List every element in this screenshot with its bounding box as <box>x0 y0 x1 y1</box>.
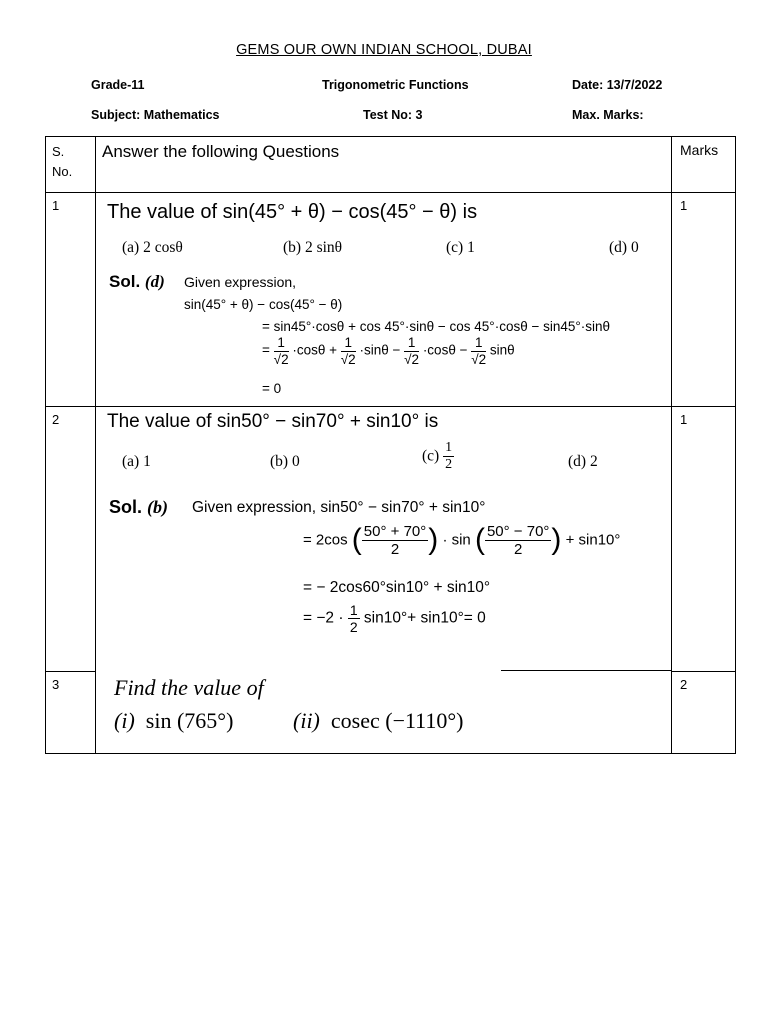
grade-label: Grade-11 <box>91 78 145 92</box>
table-row <box>46 407 736 672</box>
q2-solution-line3: = −2 · $\frac{1}{2}$ sin10°+ sin10°= 0 <box>303 602 486 635</box>
q1-option-d: (d) 0 <box>609 239 639 256</box>
q3-number: 3 <box>46 671 96 754</box>
q2-option-b: (b) 0 <box>270 453 300 470</box>
header-marks: Marks <box>672 137 736 193</box>
date-label: Date: 13/7/2022 <box>572 78 663 92</box>
q1-solution-label: Sol. (d) <box>109 272 165 291</box>
q2-marks: 1 <box>672 407 736 672</box>
topic-label: Trigonometric Functions <box>322 78 469 92</box>
q2-option-c: (c) $\frac{1}{2}$ <box>422 440 453 472</box>
q2-option-d: (d) 2 <box>568 453 598 470</box>
q1-marks: 1 <box>672 193 736 407</box>
q1-option-b: (b) 2 sinθ <box>283 239 343 256</box>
q1-solution-line2: = sin45°·cosθ + cos 45°·sinθ − cos 45°·cosθ − sin45°·sinθ <box>262 319 611 334</box>
question-table <box>45 136 736 754</box>
q1-solution-line4: = 0 <box>262 381 282 396</box>
school-name: GEMS OUR OWN INDIAN SCHOOL, DUBAI <box>236 42 532 58</box>
q1-option-c: (c) 1 <box>446 239 475 256</box>
q1-solution-line1: sin(45° + θ) − cos(45° − θ) <box>184 297 343 312</box>
q2-number: 2 <box>46 407 96 672</box>
q1-cell <box>96 193 672 407</box>
q2-solution-intro: Given expression, sin50° − sin70° + sin10° <box>192 499 486 516</box>
q2-solution-line2: = − 2cos60°sin10° + sin10° <box>303 579 491 596</box>
q2-option-a: (a) 1 <box>122 453 151 470</box>
header-question: Answer the following Questions <box>96 137 672 193</box>
q2-solution-label: Sol. (b) <box>109 497 169 517</box>
header-sno: S. No. <box>46 137 96 193</box>
q1-question: The value of sin(45° + θ) − cos(45° − θ) is <box>107 201 478 223</box>
max-marks-label: Max. Marks: <box>572 108 644 122</box>
q1-option-a: (a) 2 cosθ <box>122 239 183 256</box>
table-header-row <box>46 137 736 193</box>
subject-label: Subject: Mathematics <box>91 108 220 122</box>
q1-solution-line3: = $\frac{1}{√2}$ ·cosθ + $\frac{1}{√2}$ ·sinθ − $\frac{1}{√2}$ ·cosθ − $\frac{1}{√2}$ sinθ <box>262 335 515 367</box>
q3-cell <box>96 671 672 754</box>
q1-solution-intro: Given expression, <box>184 274 297 290</box>
q3-part-ii: (ii) cosec (−1110°) <box>293 708 464 733</box>
q2-question: The value of sin50° − sin70° + sin10° is <box>107 411 439 432</box>
table-row <box>46 193 736 407</box>
table-row <box>46 671 736 754</box>
q3-part-i: (i) sin (765°) <box>114 708 234 733</box>
q3-question: Find the value of <box>114 675 264 700</box>
q2-solution-line1: = 2cos ( $\frac{50^\circ + 70^\circ}{2}$ ) · sin ( $\frac{50^\circ - 70^\circ}{2}$ ) + sin10° <box>303 522 621 558</box>
q3-marks: 2 <box>672 671 736 754</box>
q1-number: 1 <box>46 193 96 407</box>
q2-cell <box>96 407 672 672</box>
test-no-label: Test No: 3 <box>363 108 423 122</box>
